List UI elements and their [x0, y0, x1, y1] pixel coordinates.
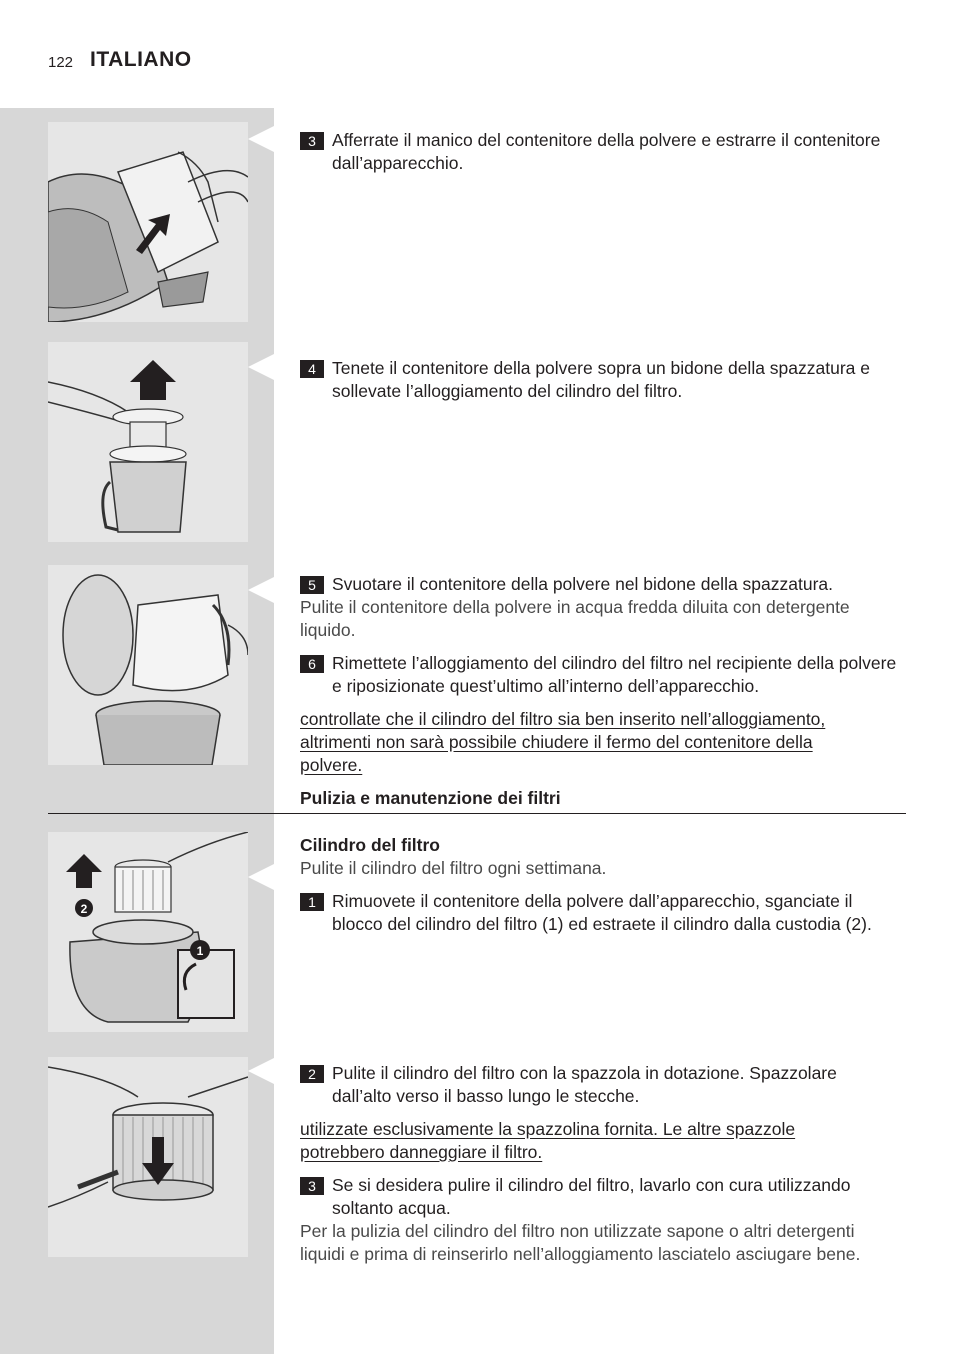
illustration-empty-dust-container — [48, 565, 248, 765]
subheading: Cilindro del filtro — [300, 835, 440, 855]
text-block-4 — [300, 834, 900, 936]
step-text: Rimettete l’alloggiamento del cilindro del filtro nel recipiente della polvere e riposizionate quest’ultimo all’interno dell’apparecchio. — [332, 653, 897, 696]
section-divider — [48, 813, 906, 814]
step-3 — [300, 1174, 900, 1220]
filter-housing-drawing — [48, 342, 248, 542]
step-1 — [300, 890, 900, 936]
note-text: Pulite il contenitore della polvere in acqua fredda diluita con detergente liquido. — [300, 597, 850, 640]
step-text: Se si desidera pulire il cilindro del filtro, lavarlo con cura utilizzando soltanto acqua. — [332, 1175, 851, 1218]
step-text: Tenete il contenitore della polvere sopra un bidone della spazzatura e sollevate l’alloggiamento del cilindro del filtro. — [332, 358, 870, 401]
step-text: Rimuovete il contenitore della polvere dall’apparecchio, sganciate il blocco del cilindro del filtro (1) ed estraete il cilindro dalla custodia (2). — [332, 891, 872, 934]
step-4 — [300, 357, 900, 403]
illustration-brush-filter — [48, 1057, 248, 1257]
pointer-notch — [248, 354, 274, 380]
step-number: 2 — [300, 1065, 324, 1083]
step-text: Afferrate il manico del contenitore della polvere e estrarre il contenitore dall’apparecchio. — [332, 130, 881, 173]
step-6 — [300, 652, 900, 698]
text-block-5 — [300, 1062, 900, 1266]
illustration-remove-dust-container — [48, 122, 248, 322]
step-number: 6 — [300, 655, 324, 673]
step-number: 5 — [300, 576, 324, 594]
intro-text: Pulite il cilindro del filtro ogni settimana. — [300, 858, 607, 878]
language-title: ITALIANO — [90, 48, 192, 71]
step-5 — [300, 573, 900, 596]
callout-two-label: 2 — [80, 902, 88, 916]
pointer-notch — [248, 126, 274, 152]
illustration-remove-filter-cylinder — [48, 832, 248, 1032]
pointer-notch — [248, 577, 274, 603]
note-text: Per la pulizia del cilindro del filtro non utilizzate sapone o altri detergenti liquidi e prima di reinserirlo nell’alloggiamento lasciatelo asciugare bene. — [300, 1221, 861, 1264]
warning-text: utilizzate esclusivamente la spazzolina fornita. Le altre spazzole potrebbero danneggiare il filtro. — [300, 1119, 796, 1162]
section-heading: Pulizia e manutenzione dei filtri — [300, 788, 561, 808]
step-number: 3 — [300, 132, 324, 150]
step-text: Pulite il cilindro del filtro con la spazzola in dotazione. Spazzolare dall’alto verso il basso lungo le stecche. — [332, 1063, 837, 1106]
illustration-lift-filter-housing — [48, 342, 248, 542]
step-number: 4 — [300, 360, 324, 378]
callout-one-label: 1 — [196, 944, 204, 958]
step-number: 1 — [300, 893, 324, 911]
step-3 — [300, 129, 900, 175]
step-2 — [300, 1062, 900, 1108]
filter-cylinder-drawing — [48, 832, 248, 1032]
text-block-2 — [300, 357, 900, 403]
text-block-1 — [300, 129, 900, 175]
text-block-3 — [300, 573, 900, 810]
brush-filter-drawing — [48, 1057, 248, 1257]
warning-text: controllate che il cilindro del filtro sia ben inserito nell’alloggiamento, altrimenti non sarà possibile chiudere il fermo del contenitore della polvere. — [300, 709, 826, 775]
pointer-notch — [248, 1058, 274, 1084]
step-number: 3 — [300, 1177, 324, 1195]
pointer-notch — [248, 864, 274, 890]
page-number: 122 — [48, 54, 74, 71]
vacuum-container-drawing — [48, 122, 248, 322]
empty-into-bin-drawing — [48, 565, 248, 765]
step-text: Svuotare il contenitore della polvere nel bidone della spazzatura. — [332, 574, 834, 594]
